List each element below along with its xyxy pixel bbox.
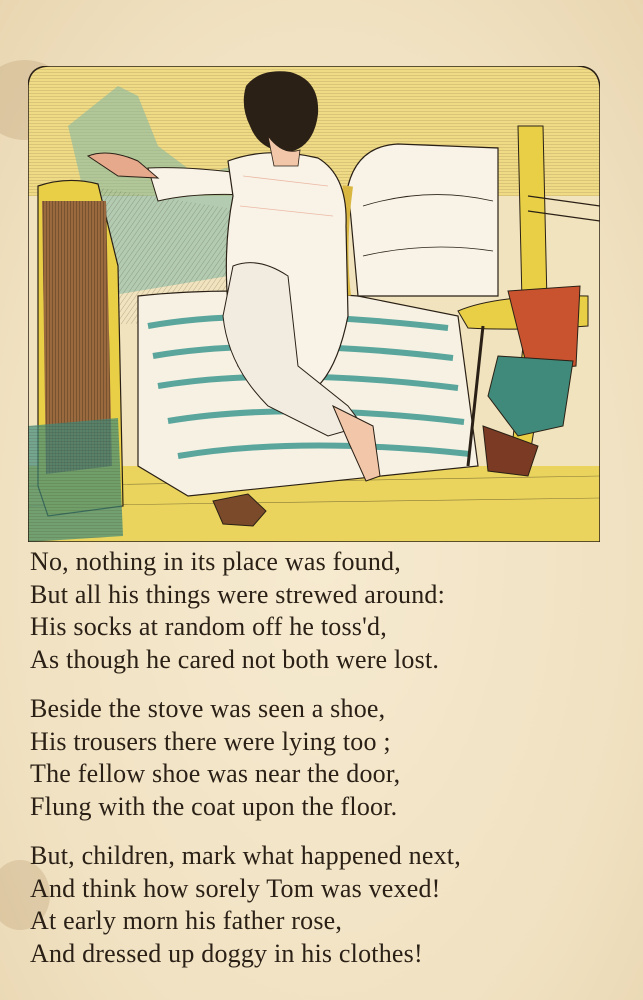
boy-kneeling-illustration — [28, 66, 600, 542]
poem-line: But, children, mark what happened next, — [30, 841, 461, 870]
stanza-1 — [30, 546, 630, 676]
illustration — [28, 66, 600, 542]
poem-line: His trousers there were lying too ; — [30, 726, 391, 756]
poem-line: And dressed up doggy in his clothes! — [30, 938, 423, 968]
poem-line: But all his things were strewed around: — [30, 579, 446, 609]
poem — [30, 546, 630, 987]
poem-line: As though he cared not both were lost. — [30, 644, 440, 674]
poem-line: Flung with the coat upon the floor. — [30, 791, 398, 821]
poem-line: His socks at random off he toss'd, — [30, 612, 387, 641]
stanza-2 — [30, 693, 630, 823]
poem-line: No, nothing in its place was found, — [30, 547, 401, 576]
poem-line: Beside the stove was seen a shoe, — [30, 694, 386, 723]
poem-line: At early morn his father rose, — [30, 906, 343, 935]
poem-line: The fellow shoe was near the door, — [30, 759, 401, 788]
stanza-3 — [30, 840, 630, 970]
poem-line: And think how sorely Tom was vexed! — [30, 873, 441, 903]
